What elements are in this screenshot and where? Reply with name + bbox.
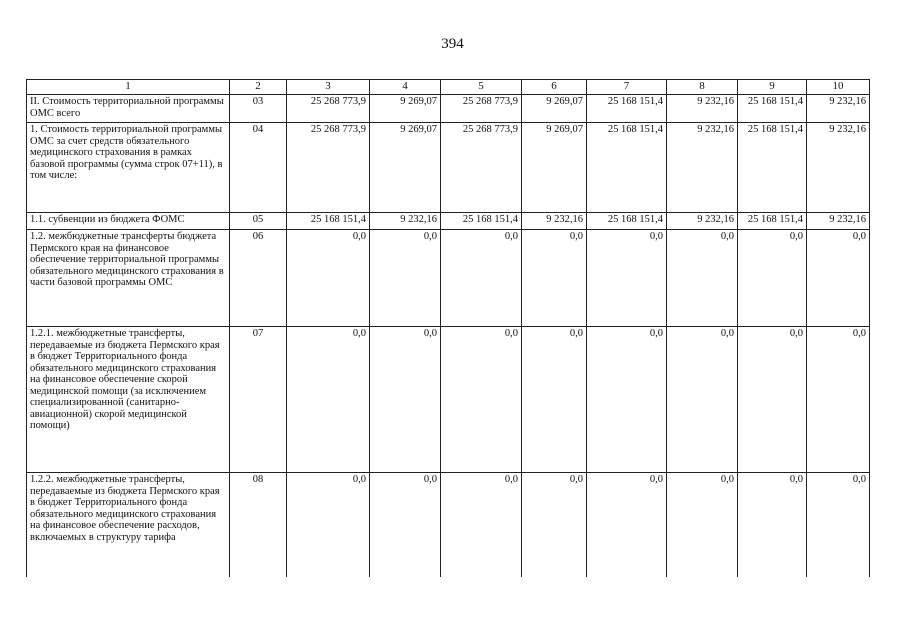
table-cell: 0,0 [738,473,807,577]
table-cell: 9 232,16 [807,213,870,230]
table-cell: 0,0 [738,230,807,327]
table-cell: 0,0 [370,473,441,577]
table-row [27,473,870,577]
column-header: 8 [667,80,738,95]
table-cell: 25 168 151,4 [738,95,807,123]
table-cell: 0,0 [370,327,441,473]
column-header: 6 [522,80,587,95]
column-header: 7 [587,80,667,95]
table-cell: 0,0 [287,473,370,577]
table-cell: 9 269,07 [370,95,441,123]
row-label: 1.2.1. межбюджетные трансферты, передаваемые из бюджета Пермского края в бюджет Территориального фонда обязательного медицинского страхования на финансовое обеспечение скорой медицинской помощи (за исключением специализированной (санитарно-авиационной) скорой медицинской помощи) [27,327,230,473]
column-header: 3 [287,80,370,95]
row-code: 06 [230,230,287,327]
row-code: 08 [230,473,287,577]
table-cell: 25 168 151,4 [738,123,807,213]
table-cell: 9 269,07 [522,123,587,213]
table-cell: 9 269,07 [370,123,441,213]
table-cell: 0,0 [667,473,738,577]
row-label: 1.2. межбюджетные трансферты бюджета Пермского края на финансовое обеспечение территориальной программы обязательного медицинского страхования в части базовой программы ОМС [27,230,230,327]
table-header-row [27,80,870,95]
table-cell: 0,0 [441,473,522,577]
row-label: 1. Стоимость территориальной программы ОМС за счет средств обязательного медицинского страхования в рамках базовой программы (сумма строк 07+11), в том числе: [27,123,230,213]
table-cell: 25 268 773,9 [441,95,522,123]
table-cell: 0,0 [667,327,738,473]
cost-table [26,79,870,577]
table-cell: 0,0 [587,327,667,473]
row-code: 04 [230,123,287,213]
table-row [27,123,870,213]
row-label: 1.2.2. межбюджетные трансферты, передаваемые из бюджета Пермского края в бюджет Территориального фонда обязательного медицинского страхования на финансовое обеспечение расходов, включаемых в структуру тарифа [27,473,230,577]
table-cell: 0,0 [667,230,738,327]
table-cell: 25 168 151,4 [587,123,667,213]
column-header: 5 [441,80,522,95]
table-cell: 25 168 151,4 [441,213,522,230]
table-cell: 9 232,16 [667,123,738,213]
table-cell: 9 232,16 [807,95,870,123]
table-cell: 9 232,16 [667,213,738,230]
table-cell: 0,0 [738,327,807,473]
table-cell: 0,0 [441,327,522,473]
row-code: 07 [230,327,287,473]
table-row [27,95,870,123]
page-number: 394 [441,36,464,52]
table-cell: 0,0 [807,473,870,577]
table-cell: 9 232,16 [522,213,587,230]
table-cell: 0,0 [522,473,587,577]
table-cell: 9 269,07 [522,95,587,123]
table-cell: 0,0 [807,230,870,327]
table-cell: 25 168 151,4 [587,95,667,123]
table-cell: 0,0 [522,327,587,473]
column-header: 9 [738,80,807,95]
row-label: II. Стоимость территориальной программы ОМС всего [27,95,230,123]
table-cell: 0,0 [522,230,587,327]
table-cell: 0,0 [587,473,667,577]
table-row [27,230,870,327]
table-cell: 25 268 773,9 [287,123,370,213]
row-code: 05 [230,213,287,230]
table-row [27,213,870,230]
column-header: 10 [807,80,870,95]
table-cell: 9 232,16 [370,213,441,230]
table-cell: 25 168 151,4 [587,213,667,230]
table-cell: 9 232,16 [807,123,870,213]
table-cell: 9 232,16 [667,95,738,123]
table-cell: 0,0 [370,230,441,327]
table-cell: 25 168 151,4 [287,213,370,230]
table-cell: 0,0 [807,327,870,473]
table-cell: 25 268 773,9 [287,95,370,123]
column-header: 4 [370,80,441,95]
table-row [27,327,870,473]
table-cell: 25 168 151,4 [738,213,807,230]
column-header: 2 [230,80,287,95]
table-cell: 0,0 [287,230,370,327]
table-cell: 0,0 [441,230,522,327]
column-header: 1 [27,80,230,95]
table-cell: 0,0 [587,230,667,327]
table-cell: 25 268 773,9 [441,123,522,213]
table-cell: 0,0 [287,327,370,473]
row-label: 1.1. субвенции из бюджета ФОМС [27,213,230,230]
row-code: 03 [230,95,287,123]
